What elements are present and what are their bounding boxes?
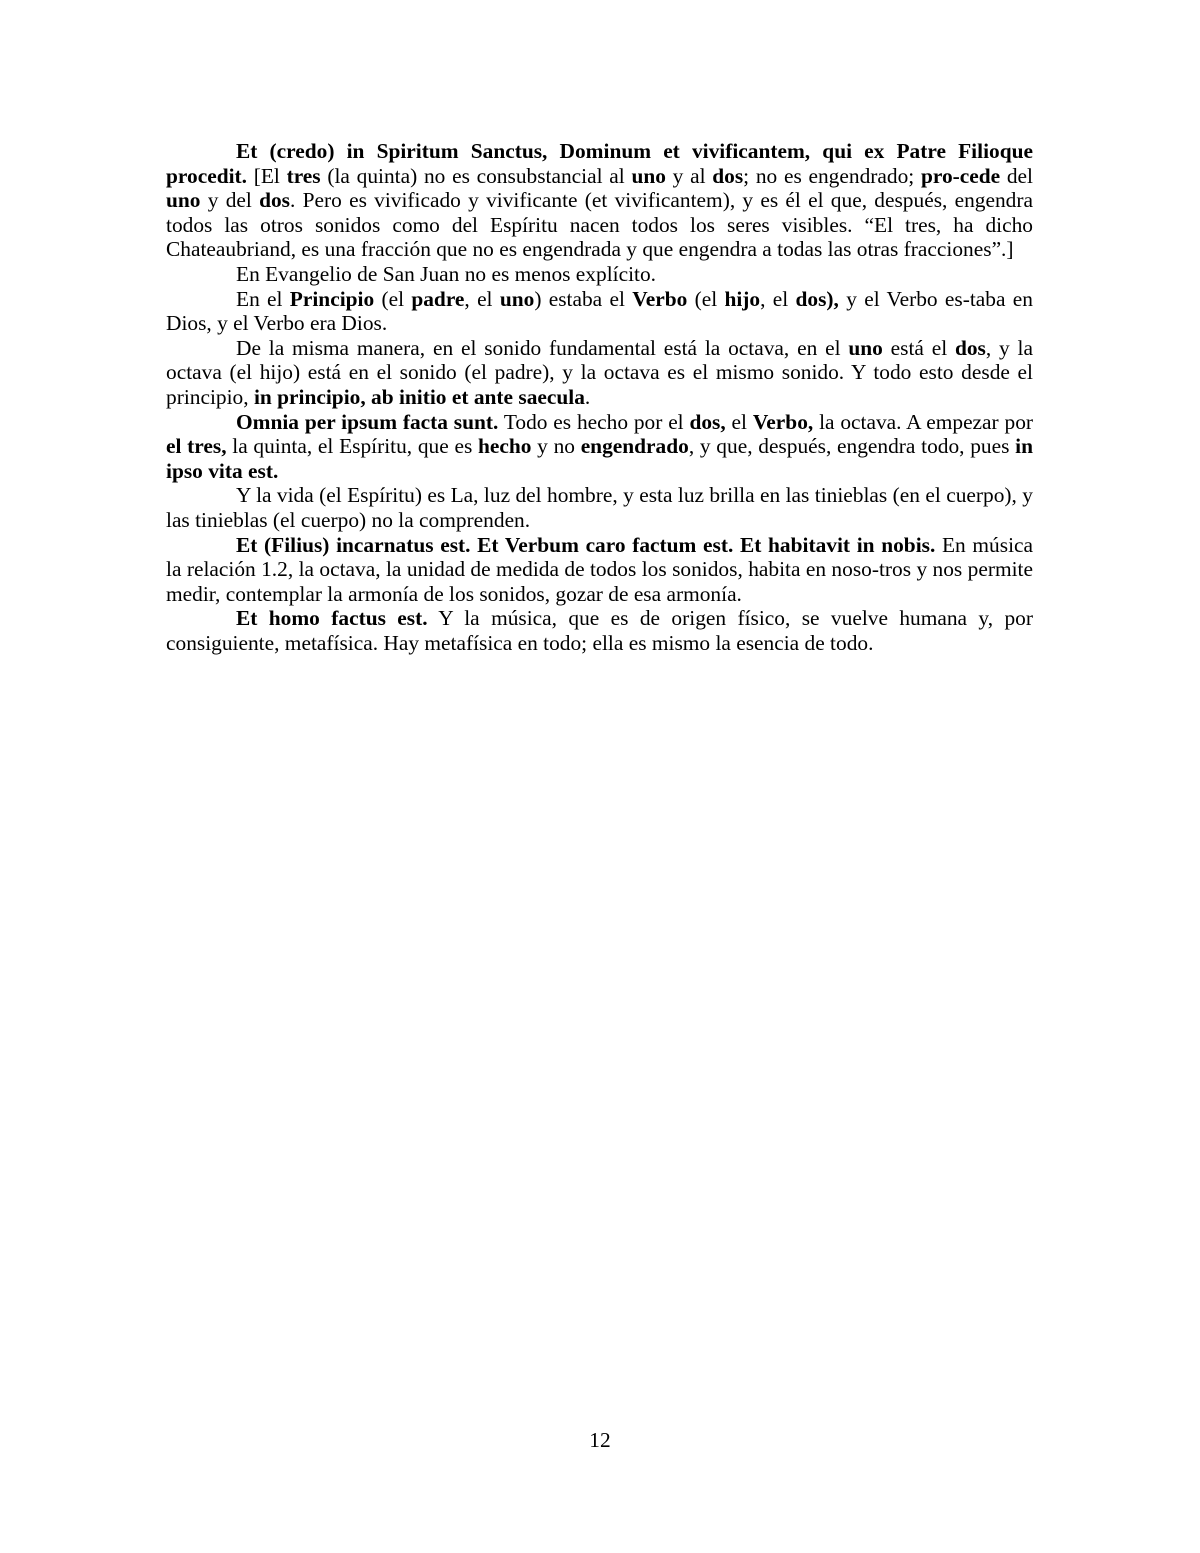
bold-run: dos (954, 335, 986, 360)
paragraph (166, 262, 1033, 287)
text-run: Todo es hecho por el (498, 409, 690, 434)
text-run: del (1000, 163, 1033, 188)
text-run: (el (687, 286, 725, 311)
paragraph (166, 533, 1033, 607)
bold-run: engendrado (580, 434, 689, 459)
text-run: En el (236, 286, 290, 311)
text-run: , y la octava (el hijo) está en el sonido (el padre), y la octava es el mismo sonido. Y todo esto desde el principio, (166, 335, 1033, 409)
text-run: la quinta, el Espíritu, que es (226, 434, 478, 459)
paragraph (166, 287, 1033, 336)
text-run: ; no es engendrado; (743, 163, 921, 188)
bold-run: uno (631, 163, 666, 188)
bold-run: dos (712, 163, 744, 188)
bold-run: tres (286, 163, 321, 188)
paragraph (166, 410, 1033, 484)
bold-run: Et homo factus est. (236, 606, 428, 631)
text-run: Y la música, que es de origen físico, se vuelve humana y, por consiguiente, metafísica. Hay metafísica en todo; ella es mismo la esencia de todo. (166, 606, 1033, 655)
bold-run: uno (499, 286, 535, 311)
text-run: . Pero es vivificado y vivificante (et vivificantem), y es él el que, después, engendra todos las otros sonidos como del Espíritu nacen todos los seres visibles. “El tres, ha dicho Chateaubriand, es una fracción que no es engendrada y que engendra a todas las otras fracciones”.] (166, 188, 1034, 262)
text-run: la octava. A empezar por (813, 409, 1034, 434)
text-run: , el (760, 286, 796, 311)
text-run: . (584, 384, 591, 409)
text-run: y al (665, 163, 713, 188)
text-run: , y que, después, engendra todo, pues (688, 434, 1016, 459)
text-run: En Evangelio de San Juan no es menos explícito. (236, 261, 657, 286)
paragraph (166, 606, 1033, 655)
text-run: está el (882, 335, 955, 360)
text-run: De la misma manera, en el sonido fundamental está la octava, en el (236, 335, 849, 360)
paragraph (166, 139, 1033, 262)
text-run: el (725, 409, 753, 434)
bold-run: pro-cede (920, 163, 1001, 188)
bold-run: Et (Filius) incarnatus est. Et Verbum caro factum est. Et habitavit in nobis. (236, 532, 936, 557)
bold-run: padre (411, 286, 465, 311)
text-run: En música la relación 1.2, la octava, la unidad de medida de todos los sonidos, habita en noso-tros y nos permite medir, contemplar la armonía de los sonidos, gozar de esa armonía. (166, 532, 1034, 606)
bold-run: Principio (289, 286, 375, 311)
body-text (166, 139, 1033, 655)
text-run: (la quinta) no es consubstancial al (320, 163, 632, 188)
text-run: y no (531, 434, 581, 459)
text-run: (el (374, 286, 412, 311)
text-run: , el (464, 286, 500, 311)
bold-run: in ipso vita est. (166, 434, 1033, 483)
bold-run: Verbo (632, 286, 688, 311)
bold-run: in principio, ab initio et ante saecula (253, 384, 585, 409)
bold-run: dos), (795, 286, 839, 311)
bold-run: dos (259, 188, 291, 213)
bold-run: dos, (689, 409, 726, 434)
bold-run: el tres, (166, 434, 227, 459)
paragraph (166, 483, 1033, 532)
bold-run: Et (credo) in Spiritum Sanctus, Dominum et vivificantem, qui ex Patre Filioque procedit. (166, 139, 1033, 188)
text-run: Y la vida (el Espíritu) es La, luz del hombre, y esta luz brilla en las tinieblas (en el cuerpo), y las tinieblas (el cuerpo) no la comprenden. (166, 483, 1033, 532)
bold-run: uno (848, 335, 883, 360)
text-run: y del (200, 188, 260, 213)
text-run: y el Verbo es-taba en Dios, y el Verbo era Dios. (166, 286, 1033, 336)
paragraph (166, 336, 1033, 410)
bold-run: Verbo, (752, 409, 814, 434)
bold-run: hecho (477, 434, 532, 459)
bold-run: hijo (724, 286, 761, 311)
text-run: [El (247, 163, 287, 188)
page-number: 12 (589, 1428, 611, 1452)
bold-run: uno (166, 188, 201, 213)
bold-run: Omnia per ipsum facta sunt. (236, 409, 499, 434)
text-run: ) estaba el (534, 286, 633, 311)
